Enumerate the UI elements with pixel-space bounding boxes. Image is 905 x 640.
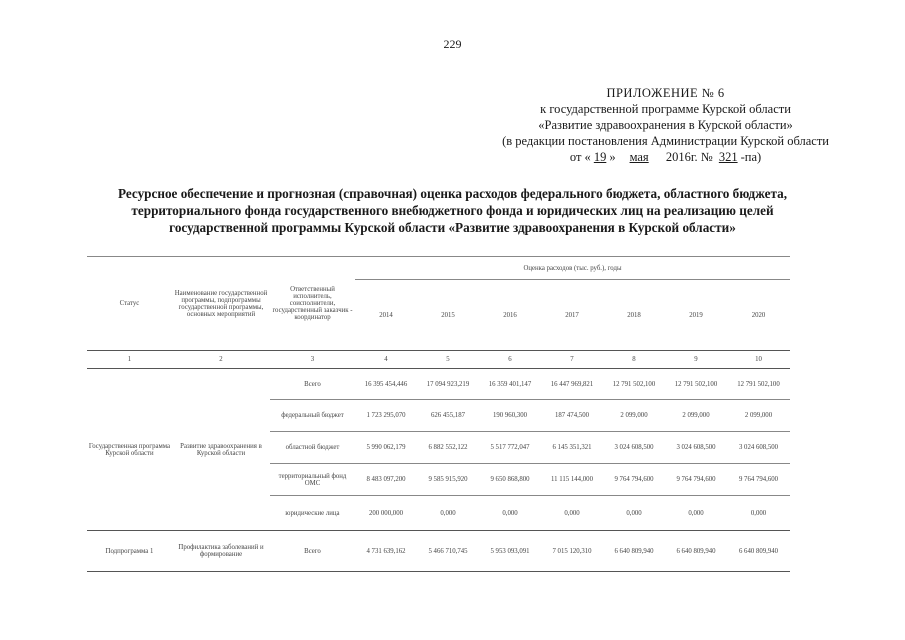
table-cell: 3 024 608,500 — [665, 432, 727, 464]
table-cell: 2 099,000 — [665, 400, 727, 432]
table-cell: 3 024 608,500 — [603, 432, 665, 464]
table-cell: 5 990 062,179 — [355, 432, 417, 464]
table-cell: 1 723 295,070 — [355, 400, 417, 432]
row-label: юридические лица — [285, 509, 340, 517]
date-mid: » — [609, 150, 616, 164]
row-label: Всего — [270, 369, 355, 400]
header-responsible: Ответственный исполнитель, соисполнители, государственный заказчик - координатор — [270, 257, 355, 351]
heading-line-2: территориального фонда государственного внебюджетного фонда и юридических лиц на реализацию целей — [131, 203, 774, 218]
table-cell: 0,000 — [626, 509, 642, 517]
appendix-line-3: (в редакции постановления Администрации Курской области — [502, 134, 829, 148]
page-number: 229 — [443, 37, 462, 51]
date-prefix: от « — [569, 150, 591, 164]
table-cell: 0,000 — [440, 509, 456, 517]
header-estimate: Оценка расходов (тыс. руб.), годы — [355, 257, 790, 280]
date-year: 2016г. № — [665, 150, 713, 164]
row-label: территориальный фонд ОМС — [270, 464, 355, 496]
header-year: 2016 — [503, 311, 517, 319]
column-number: 2 — [172, 351, 270, 369]
column-number: 4 — [355, 351, 417, 369]
table-cell: 9 764 794,600 — [665, 464, 727, 496]
table-cell: 6 640 809,940 — [665, 531, 727, 572]
document-heading — [40, 185, 865, 236]
table-cell: 12 791 502,100 — [665, 369, 727, 400]
appendix-line-2: «Развитие здравоохранения в Курской области» — [538, 118, 793, 132]
table-cell: 5 517 772,047 — [479, 432, 541, 464]
date-suffix: -па) — [740, 150, 762, 164]
table-cell: 200 000,000 — [369, 509, 403, 517]
row-label: Всего — [270, 531, 355, 572]
table-cell: 6 640 809,940 — [727, 531, 790, 572]
table-cell: 16 447 969,821 — [541, 369, 603, 400]
table-cell: 190 960,300 — [479, 400, 541, 432]
table-cell: 2 099,000 — [603, 400, 665, 432]
appendix-title: ПРИЛОЖЕНИЕ № 6 — [606, 86, 725, 100]
table-cell: 0,000 — [502, 509, 518, 517]
table-cell: 2 099,000 — [727, 400, 790, 432]
table-cell: 626 455,187 — [417, 400, 479, 432]
row-label: областной бюджет — [270, 432, 355, 464]
table-cell: 187 474,500 — [541, 400, 603, 432]
subprogram-status: Подпрограмма 1 — [87, 531, 172, 572]
table-cell: 17 094 923,219 — [417, 369, 479, 400]
header-year: 2017 — [565, 311, 579, 319]
column-number: 9 — [665, 351, 727, 369]
table-cell: 0,000 — [688, 509, 704, 517]
column-number-row — [87, 351, 790, 369]
header-program-name: Наименование государственной программы, подпрограммы государственной программы, основных мероприятий — [172, 257, 270, 351]
table-cell: 16 359 401,147 — [479, 369, 541, 400]
appendix-line-1: к государственной программе Курской области — [540, 102, 791, 116]
column-number: 3 — [270, 351, 355, 369]
column-number: 10 — [727, 351, 790, 369]
header-year: 2015 — [441, 311, 455, 319]
appendix-date-line — [502, 149, 829, 165]
header-status: Статус — [87, 257, 172, 351]
table-row — [87, 369, 790, 400]
resources-table — [87, 256, 790, 572]
date-month: мая — [629, 150, 649, 164]
table-cell: 6 640 809,940 — [603, 531, 665, 572]
header-year: 2019 — [689, 311, 703, 319]
table-cell: 9 764 794,600 — [603, 464, 665, 496]
table-cell: 9 585 915,920 — [417, 464, 479, 496]
table-cell: 12 791 502,100 — [603, 369, 665, 400]
table-row — [87, 531, 790, 572]
header-year: 2018 — [627, 311, 641, 319]
heading-line-3: государственной программы Курской области «Развитие здравоохранения в Курской области» — [169, 220, 736, 235]
table-cell: 3 024 608,500 — [727, 432, 790, 464]
column-number: 6 — [479, 351, 541, 369]
table-cell: 4 731 639,162 — [355, 531, 417, 572]
date-day: 19 — [593, 150, 607, 164]
row-label: федеральный бюджет — [270, 400, 355, 432]
header-year: 2020 — [751, 311, 766, 319]
table-cell: 0,000 — [564, 509, 580, 517]
table-header-row-1 — [87, 257, 790, 280]
appendix-block — [502, 85, 829, 165]
program-status: Государственная программа Курской области — [88, 442, 171, 457]
column-number: 8 — [603, 351, 665, 369]
header-year: 2014 — [379, 311, 393, 319]
table-cell: 6 145 351,321 — [541, 432, 603, 464]
table-cell: 9 764 794,600 — [727, 464, 790, 496]
table-cell: 16 395 454,446 — [355, 369, 417, 400]
column-number: 5 — [417, 351, 479, 369]
table-cell: 11 115 144,000 — [541, 464, 603, 496]
table-cell: 6 882 552,122 — [417, 432, 479, 464]
table-cell: 5 466 710,745 — [417, 531, 479, 572]
column-number: 7 — [541, 351, 603, 369]
subprogram-name: Профилактика заболеваний и формирование — [172, 531, 270, 572]
program-name: Развитие здравоохранения в Курской области — [180, 442, 262, 457]
table-cell: 7 015 120,310 — [541, 531, 603, 572]
table-cell: 5 953 093,091 — [479, 531, 541, 572]
heading-line-1: Ресурсное обеспечение и прогнозная (справочная) оценка расходов федерального бюджета, областного бюджета, — [118, 186, 787, 201]
document-number: 321 — [718, 150, 738, 164]
table-cell: 12 791 502,100 — [727, 369, 790, 400]
table-cell: 8 483 097,200 — [355, 464, 417, 496]
table-cell: 0,000 — [750, 509, 767, 517]
table-cell: 9 650 868,800 — [479, 464, 541, 496]
column-number: 1 — [87, 351, 172, 369]
